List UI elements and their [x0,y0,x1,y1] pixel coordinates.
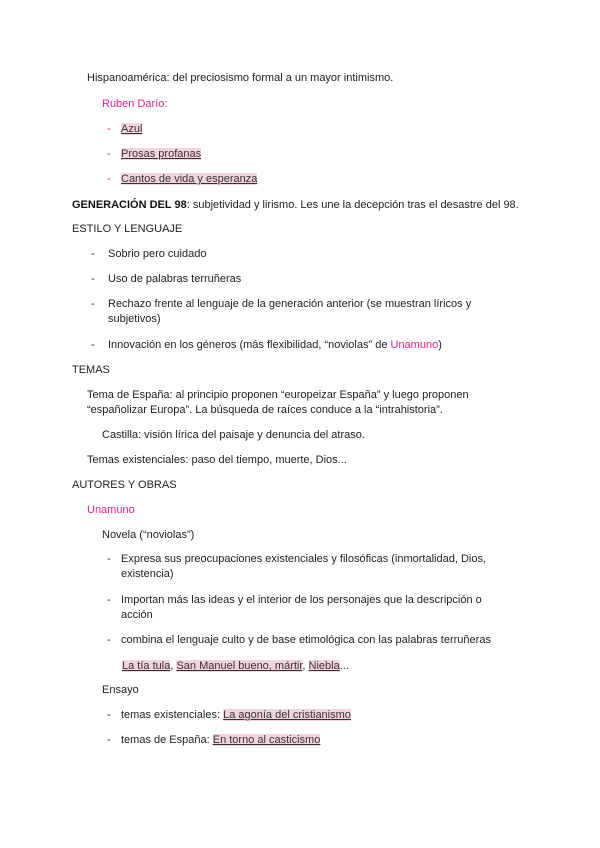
list-item: - Rechazo frente al lenguaje de la generación anterior (se muestran líricos y [91,298,472,310]
section-heading: GENERACIÓN DEL 98 [72,199,187,211]
list-item-continuation: subjetivos) [108,313,161,325]
work-title: Azul [121,123,143,135]
bullet-dash: - [107,734,111,746]
list-item: - Expresa sus preocupaciones existenciales y filosóficas (inmortalidad, Dios, [107,553,487,565]
list-item-continuation: existencia) [121,568,174,580]
section-heading: TEMAS [72,364,110,376]
gen98-desc: : subjetividad y lirismo. Les une la decepción tras el desastre del 98. [186,199,519,211]
novel-titles: La tía tula, San Manuel bueno, mártir, Niebla... [122,660,349,672]
list-item: - Uso de palabras terruñeras [91,273,242,285]
bullet-dash: - [107,553,111,565]
list-item: - combina el lenguaje culto y de base etimológica con las palabras terruñeras [107,634,491,646]
subheading-novela: Novela (“noviolas”) [102,529,195,541]
list-item: - temas de España: En torno al casticismo [107,734,321,746]
work-title: Niebla [308,660,340,672]
list-item [107,122,142,136]
list-item: - Sobrio pero cuidado [91,248,207,260]
list-item-continuation: acción [121,609,153,621]
list-item [107,147,201,161]
list-item: - Innovación en los géneros (más flexibilidad, “noviolas” de Unamuno) [91,339,442,351]
section-heading: ESTILO Y LENGUAJE [72,223,183,235]
intro-line: Hispanoamérica: del preciosismo formal a un mayor intimismo. [87,72,394,84]
list-item [107,172,257,186]
paragraph-line: Castilla: visión lírica del paisaje y denuncia del atraso. [102,429,365,441]
list-item: - Importan más las ideas y el interior de los personajes que la descripción o [107,594,482,606]
bullet-dash: - [107,594,111,606]
work-title: Prosas profanas [121,148,202,160]
bullet-dash: - [91,273,95,285]
bullet-dash: - [91,339,95,351]
list-item: - temas existenciales: La agonía del cristianismo [107,709,351,721]
bullet-dash: - [107,709,111,721]
work-title: Cantos de vida y esperanza [121,173,258,185]
bullet-dash: - [107,123,111,135]
work-title: San Manuel bueno, mártir [176,660,303,672]
work-title: La agonía del cristianismo [223,709,351,721]
subheading-ensayo: Ensayo [102,684,139,696]
author-unamuno: Unamuno [87,504,135,516]
author-dario: Ruben Darío: [102,98,168,110]
author-ref: Unamuno [390,339,439,351]
bullet-dash: - [91,248,95,260]
gen98-line [72,198,519,212]
section-heading: AUTORES Y OBRAS [72,479,177,491]
paragraph-line: Tema de España: al principio proponen “europeizar España” y luego proponen [87,389,469,401]
paragraph-line: Temas existenciales: paso del tiempo, muerte, Dios... [87,454,347,466]
work-title: En torno al casticismo [212,734,321,746]
bullet-dash: - [91,298,95,310]
paragraph-line: “españolizar Europa”. La búsqueda de raíces conduce a la “intrahistoria”. [87,404,443,416]
bullet-dash: - [107,173,111,185]
bullet-dash: - [107,148,111,160]
bullet-dash: - [107,634,111,646]
work-title: La tía tula [122,660,171,672]
